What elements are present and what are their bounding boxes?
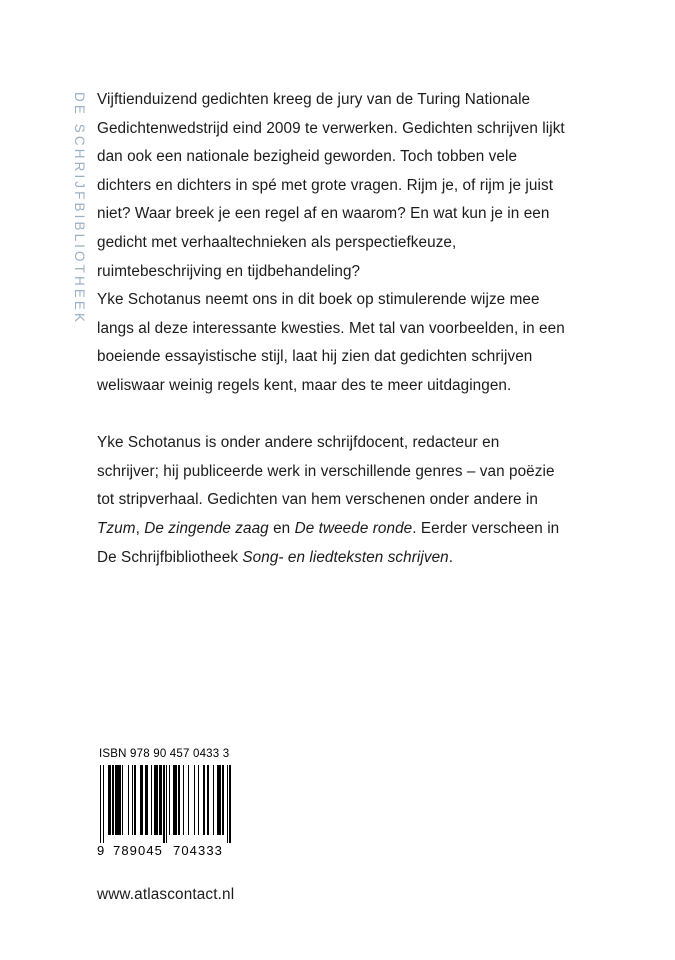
isbn-number: ISBN 978 90 457 0433 3: [99, 748, 230, 760]
blurb-paragraph-1: Vijftienduizend gedichten kreeg de jury van de Turing Nationale Gedichtenwedstrijd eind 2009 te verwerken. Gedichten schrijven lijkt dan ook een nationale bezigheid geworden. Toch tobben vele dichters en dichters in spé met grote vragen. Rijm je, of rijm je juist niet? Waar breek je een regel af en waarom? En wat kun je in een gedicht met verhaaltechnieken als perspectiefkeuze, ruimtebeschrijving en tijdbehandeling?: [97, 91, 565, 280]
ean13-barcode-icon: [100, 765, 231, 843]
book-title-de-zingende-zaag: De zingende zaag: [144, 519, 269, 537]
book-title-de-tweede-ronde: De tweede ronde: [294, 519, 413, 537]
book-title-song-en-liedteksten-schrijven: Song- en liedteksten schrijven: [242, 548, 449, 566]
barcode-digits: [97, 843, 237, 859]
bio-text-1: Yke Schotanus is onder andere schrijfdocent, redacteur en schrijver; hij publiceerde werk in verschillende genres – van poëzie tot stripverhaal. Gedichten van hem verschenen onder andere in: [97, 434, 555, 509]
imprint-label-text: DE SCHRIJFBIBLIOTHEEK: [72, 92, 87, 326]
bio-text-4: . Eerder verscheen in De Schrijfbibliotheek: [97, 519, 560, 566]
bio-text-3: en: [268, 519, 295, 537]
imprint-vertical-label: [68, 92, 90, 372]
bio-text-2: ,: [135, 519, 145, 537]
blurb-copy: [97, 86, 565, 572]
barcode-lead-digit: 9: [97, 843, 106, 858]
blurb-paragraph-2: Yke Schotanus neemt ons in dit boek op stimulerende wijze mee langs al deze interessante kwesties. Met tal van voorbeelden, in een boeiende essayistische stijl, laat hij zien dat gedichten schrijven weliswaar weinig regels kent, maar des te meer uitdagingen.: [97, 291, 565, 394]
author-bio-paragraph: [97, 429, 565, 572]
barcode-right-group: 704333: [173, 843, 223, 858]
barcode-bar: [229, 765, 230, 843]
publisher-url: www.atlascontact.nl: [97, 886, 235, 903]
bio-text-5: .: [448, 548, 454, 566]
book-title-tzum: Tzum: [97, 519, 136, 537]
barcode-left-group: 789045: [113, 843, 163, 858]
isbn-barcode-block: [97, 748, 297, 859]
